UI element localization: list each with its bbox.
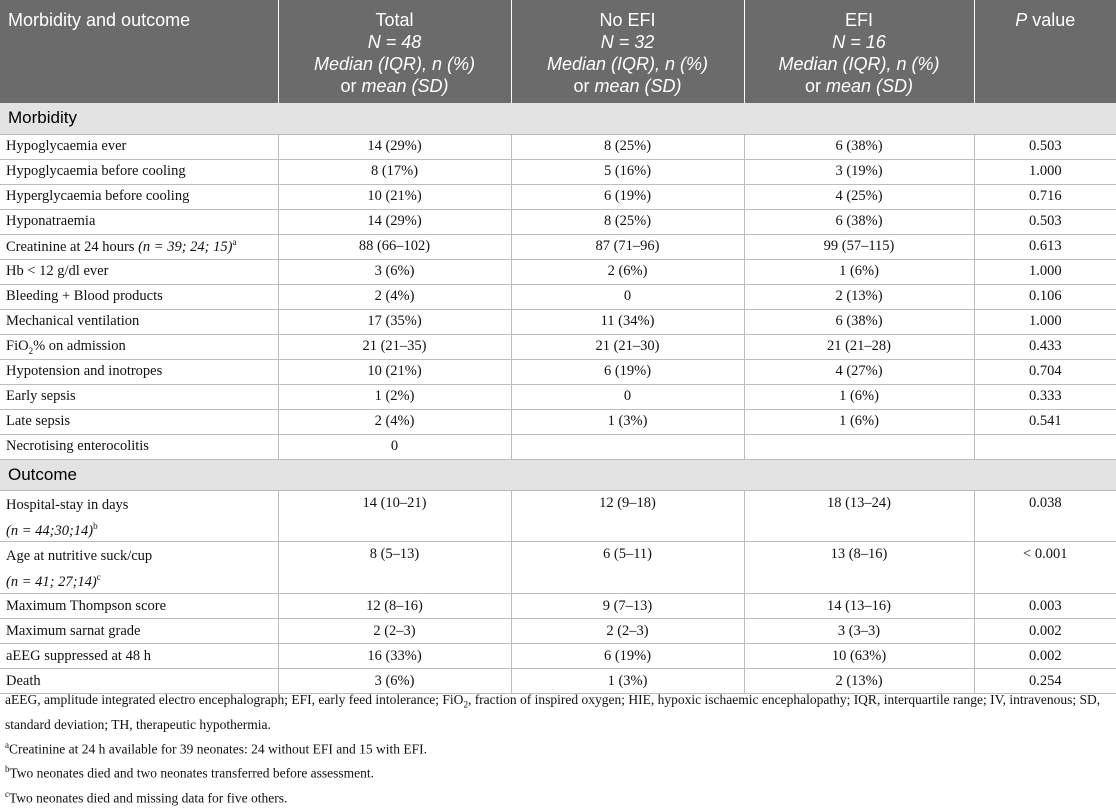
cell-no-efi: 1 (3%) — [511, 669, 744, 694]
row-label: Hypoglycaemia ever — [0, 134, 278, 159]
table-row — [0, 619, 1116, 644]
cell-total: 1 (2%) — [278, 384, 511, 409]
footnote-c: $^c$Two neonates died and missing data for five others. — [5, 788, 288, 806]
row-label: FiO$_2$% on admission — [0, 334, 278, 359]
cell-no-efi: 0 — [511, 284, 744, 309]
cell-no-efi: 21 (21–30) — [511, 334, 744, 359]
row-label: Death — [0, 669, 278, 694]
table-row — [0, 309, 1116, 334]
header-no-efi-n: N = 32 — [600, 32, 655, 52]
cell-no-efi: 6 (19%) — [511, 359, 744, 384]
cell-efi: 6 (38%) — [744, 134, 974, 159]
table-body — [0, 103, 1116, 459]
row-label: Hyponatraemia — [0, 209, 278, 234]
row-label: Necrotising enterocolitis — [0, 434, 278, 459]
table-row — [0, 159, 1116, 184]
cell-p: 1.000 — [974, 159, 1116, 184]
cell-efi: 1 (6%) — [744, 384, 974, 409]
section-title-morbidity: Morbidity — [0, 103, 1116, 134]
table-footnotes — [5, 690, 1111, 808]
cell-efi — [744, 434, 974, 459]
cell-p: 1.000 — [974, 309, 1116, 334]
table-row — [0, 259, 1116, 284]
cell-efi: 10 (63%) — [744, 644, 974, 669]
table-body-outcome — [0, 459, 1116, 694]
cell-no-efi: 11 (34%) — [511, 309, 744, 334]
cell-p: < 0.001 — [974, 542, 1116, 594]
cell-efi: 13 (8–16) — [744, 542, 974, 594]
cell-no-efi: 1 (3%) — [511, 409, 744, 434]
header-efi-n: N = 16 — [832, 32, 886, 52]
header-efi: EFI N = 16 Median (IQR), n (%) or mean (SD) — [744, 0, 974, 103]
cell-total: 3 (6%) — [278, 259, 511, 284]
section-row-morbidity — [0, 103, 1116, 134]
cell-no-efi: 8 (25%) — [511, 209, 744, 234]
section-title-outcome: Outcome — [0, 459, 1116, 490]
cell-p: 0.704 — [974, 359, 1116, 384]
row-label: Hypoglycaemia before cooling — [0, 159, 278, 184]
row-label: Late sepsis — [0, 409, 278, 434]
cell-p: 0.003 — [974, 594, 1116, 619]
table-row — [0, 409, 1116, 434]
header-total-n: N = 48 — [367, 32, 422, 52]
row-label: Age at nutritive suck/cup (n = 41; 27;14)$^c$ — [0, 542, 278, 594]
table-row — [0, 644, 1116, 669]
cell-efi: 1 (6%) — [744, 259, 974, 284]
row-label: Maximum Thompson score — [0, 594, 278, 619]
cell-total: 8 (17%) — [278, 159, 511, 184]
cell-p: 1.000 — [974, 259, 1116, 284]
row-label: Hb < 12 g/dl ever — [0, 259, 278, 284]
cell-efi: 2 (13%) — [744, 284, 974, 309]
cell-efi: 6 (38%) — [744, 209, 974, 234]
row-label: Hospital-stay in days (n = 44;30;14)$^b$ — [0, 490, 278, 542]
cell-total: 10 (21%) — [278, 184, 511, 209]
cell-p: 0.613 — [974, 234, 1116, 259]
table-row — [0, 334, 1116, 359]
cell-p: 0.002 — [974, 619, 1116, 644]
table-row — [0, 359, 1116, 384]
row-label: Bleeding + Blood products — [0, 284, 278, 309]
table-header — [0, 0, 1116, 103]
table-row — [0, 184, 1116, 209]
header-p-value: P value — [974, 0, 1116, 103]
header-total: Total N = 48 Median (IQR), n (%) or mean (SD) — [278, 0, 511, 103]
cell-efi: 3 (19%) — [744, 159, 974, 184]
table-row — [0, 542, 1116, 594]
header-no-efi: No EFI N = 32 Median (IQR), n (%) or mean (SD) — [511, 0, 744, 103]
row-label: Creatinine at 24 hours (n = 39; 24; 15)$^a$ — [0, 234, 278, 259]
cell-no-efi: 6 (19%) — [511, 184, 744, 209]
cell-efi: 21 (21–28) — [744, 334, 974, 359]
abbreviations-note: aEEG, amplitude integrated electro encephalograph; EFI, early feed intolerance; FiO$_2$, fraction of inspired oxygen; HIE, hypoxic ischaemic encephalopathy; IQR, interquartile range; IV, intravenous; SD, standard deviation; TH, therapeutic hypothermia. — [5, 692, 1101, 732]
cell-p — [974, 434, 1116, 459]
row-label: Mechanical ventilation — [0, 309, 278, 334]
cell-no-efi: 6 (19%) — [511, 644, 744, 669]
cell-p: 0.503 — [974, 209, 1116, 234]
cell-no-efi: 9 (7–13) — [511, 594, 744, 619]
cell-efi: 4 (25%) — [744, 184, 974, 209]
cell-no-efi: 6 (5–11) — [511, 542, 744, 594]
cell-p: 0.002 — [974, 644, 1116, 669]
header-total-stat: Median (IQR), n (%) — [313, 54, 476, 74]
table-row — [0, 594, 1116, 619]
cell-p: 0.038 — [974, 490, 1116, 542]
cell-p: 0.254 — [974, 669, 1116, 694]
table-row — [0, 384, 1116, 409]
cell-total: 2 (2–3) — [278, 619, 511, 644]
cell-total: 14 (29%) — [278, 209, 511, 234]
cell-total: 16 (33%) — [278, 644, 511, 669]
cell-no-efi: 12 (9–18) — [511, 490, 744, 542]
header-morbidity-outcome: Morbidity and outcome — [0, 0, 278, 103]
cell-total: 0 — [278, 434, 511, 459]
header-no-efi-label: No EFI — [599, 10, 656, 30]
section-row-outcome — [0, 459, 1116, 490]
cell-total: 14 (29%) — [278, 134, 511, 159]
table-row — [0, 234, 1116, 259]
table-row — [0, 490, 1116, 542]
cell-efi: 6 (38%) — [744, 309, 974, 334]
cell-no-efi: 8 (25%) — [511, 134, 744, 159]
header-no-efi-stat: Median (IQR), n (%) — [546, 54, 709, 74]
row-label: Maximum sarnat grade — [0, 619, 278, 644]
cell-total: 21 (21–35) — [278, 334, 511, 359]
cell-p: 0.716 — [974, 184, 1116, 209]
cell-total: 2 (4%) — [278, 284, 511, 309]
header-efi-label: EFI — [844, 10, 873, 30]
row-label: Hypotension and inotropes — [0, 359, 278, 384]
row-label: Hyperglycaemia before cooling — [0, 184, 278, 209]
cell-total: 10 (21%) — [278, 359, 511, 384]
cell-efi: 2 (13%) — [744, 669, 974, 694]
header-total-label: Total — [375, 10, 414, 30]
table-row — [0, 284, 1116, 309]
cell-total: 88 (66–102) — [278, 234, 511, 259]
header-efi-stat: Median (IQR), n (%) — [778, 54, 940, 74]
cell-total: 8 (5–13) — [278, 542, 511, 594]
cell-no-efi — [511, 434, 744, 459]
table-row — [0, 434, 1116, 459]
table-row — [0, 134, 1116, 159]
row-label: Early sepsis — [0, 384, 278, 409]
cell-total: 3 (6%) — [278, 669, 511, 694]
cell-no-efi: 5 (16%) — [511, 159, 744, 184]
cell-total: 17 (35%) — [278, 309, 511, 334]
cell-p: 0.541 — [974, 409, 1116, 434]
cell-total: 12 (8–16) — [278, 594, 511, 619]
cell-no-efi: 0 — [511, 384, 744, 409]
cell-no-efi: 87 (71–96) — [511, 234, 744, 259]
cell-efi: 1 (6%) — [744, 409, 974, 434]
table-row — [0, 209, 1116, 234]
cell-total: 14 (10–21) — [278, 490, 511, 542]
cell-efi: 99 (57–115) — [744, 234, 974, 259]
cell-efi: 3 (3–3) — [744, 619, 974, 644]
cell-total: 2 (4%) — [278, 409, 511, 434]
cell-efi: 4 (27%) — [744, 359, 974, 384]
cell-no-efi: 2 (2–3) — [511, 619, 744, 644]
cell-p: 0.433 — [974, 334, 1116, 359]
footnote-b: $^b$Two neonates died and two neonates transferred before assessment. — [5, 764, 375, 781]
cell-efi: 18 (13–24) — [744, 490, 974, 542]
cell-p: 0.333 — [974, 384, 1116, 409]
cell-p: 0.106 — [974, 284, 1116, 309]
cell-no-efi: 2 (6%) — [511, 259, 744, 284]
row-label: aEEG suppressed at 48 h — [0, 644, 278, 669]
cell-p: 0.503 — [974, 134, 1116, 159]
footnote-a: $^a$Creatinine at 24 h available for 39 neonates: 24 without EFI and 15 with EFI. — [5, 739, 428, 757]
cell-efi: 14 (13–16) — [744, 594, 974, 619]
